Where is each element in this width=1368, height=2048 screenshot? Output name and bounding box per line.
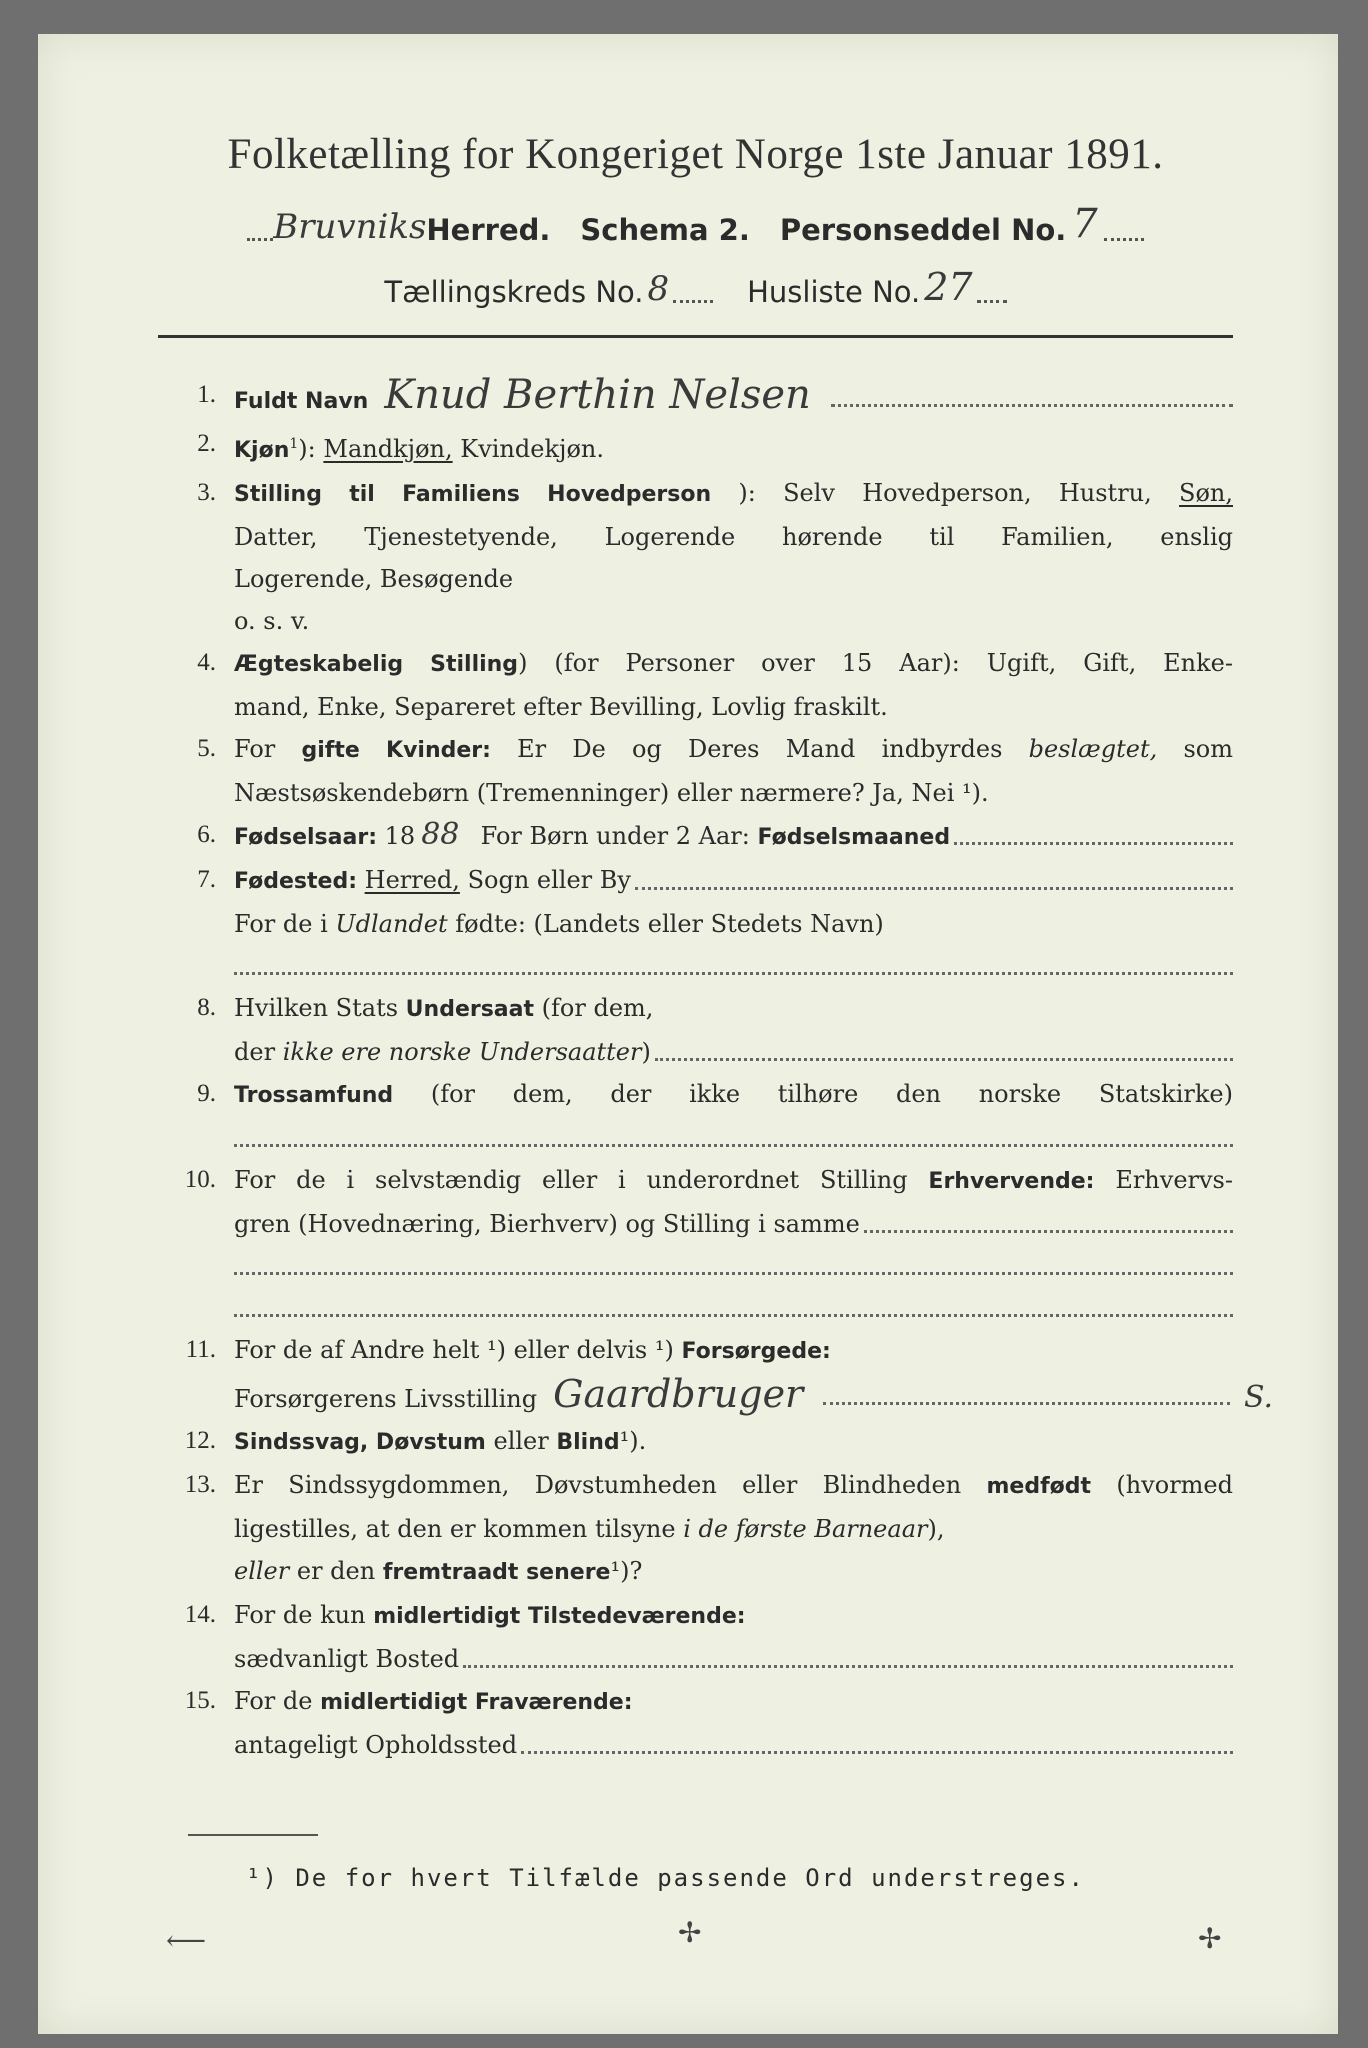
item-number: 15. <box>184 1687 216 1714</box>
dotted-fill <box>954 842 1233 845</box>
birth-year-label: Fødselsaar: <box>234 825 377 850</box>
corner-mark: ⟵ <box>166 1924 207 1957</box>
occupation-prefix: For de i selvstændig eller i underordnet Stilling <box>234 1166 908 1194</box>
personseddel-label: Personseddel No. <box>779 213 1067 247</box>
congenital-childhood: i de første Barneaar <box>683 1515 928 1543</box>
form-content <box>158 130 1273 1766</box>
husliste-label: Husliste No. <box>747 275 921 309</box>
gender-option-female: Kvindekjøn. <box>460 435 604 463</box>
family-position-etc: o. s. v. <box>234 607 310 635</box>
full-name-label: Fuldt Navn <box>234 389 369 414</box>
dotted-answer-line <box>234 1245 1233 1275</box>
item-married-women <box>158 728 1233 814</box>
item-number: 14. <box>184 1601 216 1628</box>
herred-label: Herred. <box>426 213 551 247</box>
dotted-fill <box>635 887 1233 890</box>
footnote-rule <box>188 1834 318 1836</box>
probable-residence-label: antageligt Opholdssted <box>234 1731 518 1759</box>
dotted-fill <box>521 1751 1233 1754</box>
marital-status-options: ) (for Personer over 15 Aar): Ugift, Gift, Enke- <box>518 649 1233 677</box>
congenital-question: Er Sindssygdommen, Døvstumheden eller Blindheden <box>234 1471 962 1499</box>
item-birth-year <box>158 814 1233 859</box>
item-number: 9. <box>197 1080 216 1107</box>
congenital-eller: eller <box>234 1557 290 1585</box>
congenital-er-den: er den <box>296 1557 376 1585</box>
family-position-options: ): Selv Hovedperson, Hustru, <box>738 479 1152 507</box>
married-women-som: som <box>1183 735 1233 763</box>
item-number: 3. <box>197 479 216 506</box>
item-birthplace <box>158 859 1233 945</box>
occupation-erhvervs: Erhvervs- <box>1115 1166 1233 1194</box>
temporary-present-label: midlertidigt Tilstedeværende: <box>373 1604 746 1629</box>
item-number: 2. <box>197 430 216 457</box>
supporter-occupation-label: Forsørgerens Livsstilling <box>234 1385 538 1413</box>
census-form-sheet <box>38 34 1338 2034</box>
marital-status-options-2: mand, Enke, Separeret efter Bevilling, Lovlig fraskilt. <box>234 693 888 721</box>
supported-label: Forsørgede: <box>681 1339 831 1364</box>
item-number: 11. <box>185 1336 216 1363</box>
kreds-number: 8 <box>647 269 670 309</box>
disability-end: ¹). <box>619 1427 647 1455</box>
kreds-husliste-line <box>158 265 1233 309</box>
item-number: 12. <box>184 1427 216 1454</box>
congenital-close: ), <box>927 1515 945 1543</box>
header-rule <box>158 335 1233 338</box>
item-number: 4. <box>197 649 216 676</box>
birth-month-note: For Børn under 2 Aar: <box>480 822 750 850</box>
congenital-hvormed: (hvormed <box>1116 1471 1233 1499</box>
item-number: 7. <box>197 866 216 893</box>
birth-year-value: 88 <box>421 817 460 852</box>
dotted-fill <box>977 300 1007 303</box>
husliste-number: 27 <box>924 265 973 309</box>
occupation-label: Erhvervende: <box>928 1169 1095 1194</box>
family-position-options-2: Datter, Tjenestetyende, Logerende hørende til Familien, enslig <box>234 523 1233 551</box>
schema-label: Schema 2. <box>580 213 750 247</box>
birthplace-label: Fødested: <box>234 869 357 894</box>
temporary-absent-prefix: For de <box>234 1687 313 1715</box>
birthplace-options: Sogn eller By <box>467 866 631 894</box>
religion-note: (for dem, der ikke tilhøre den norske Statskirke) <box>430 1080 1233 1108</box>
occupation-note: gren (Hovednæring, Bierhverv) og Stilling i samme <box>234 1210 860 1238</box>
gender-colon: ): <box>298 435 316 463</box>
item-supported <box>158 1329 1273 1420</box>
family-position-options-3: Logerende, Besøgende <box>234 565 514 593</box>
usual-residence-label: sædvanligt Bosted <box>234 1645 460 1673</box>
abroad-note: fødte: (Landets eller Stedets Navn) <box>455 910 884 938</box>
birth-year-prefix: 18 <box>384 822 416 850</box>
congenital-end: ¹)? <box>610 1557 643 1585</box>
citizenship-for: (for dem, <box>541 994 654 1022</box>
abroad-word: Udlandet <box>335 910 448 938</box>
dotted-fill <box>673 300 713 303</box>
footnote: ¹) De for hvert Tilfælde passende Ord understreges. <box>246 1864 1085 1892</box>
married-women-question-2: Næstsøskendebørn (Tremenninger) eller nærmere? Ja, Nei ¹). <box>234 779 989 807</box>
item-temporary-absent <box>158 1680 1233 1766</box>
item-number: 5. <box>197 735 216 762</box>
birth-month-label: Fødselsmaaned <box>757 825 951 850</box>
dotted-fill <box>864 1230 1233 1233</box>
citizenship-der: der <box>234 1038 276 1066</box>
item-congenital <box>158 1464 1233 1594</box>
dotted-fill <box>831 404 1233 407</box>
item-number: 13. <box>184 1471 216 1498</box>
religion-label: Trossamfund <box>234 1083 394 1108</box>
supporter-mark: S. <box>1243 1380 1273 1415</box>
center-mark: ✢ <box>678 1916 702 1949</box>
dotted-fill <box>823 1402 1230 1405</box>
herred-name: Bruvniks <box>273 207 427 247</box>
married-women-related: beslægtet, <box>1028 735 1158 763</box>
dotted-fill <box>247 238 273 241</box>
item-citizenship <box>158 987 1233 1073</box>
personseddel-number: 7 <box>1072 201 1098 247</box>
herred-schema-line <box>158 201 1233 247</box>
citizenship-label: Undersaat <box>405 997 535 1022</box>
item-full-name <box>158 374 1233 423</box>
citizenship-note: ikke ere norske Undersaatter <box>282 1038 642 1066</box>
dotted-fill <box>463 1665 1233 1668</box>
married-women-question: Er De og Deres Mand indbyrdes <box>517 735 1003 763</box>
footnote-marker: 1 <box>289 436 299 452</box>
married-women-for: For <box>234 735 276 763</box>
item-number: 6. <box>197 821 216 848</box>
family-position-selected: Søn, <box>1179 479 1233 507</box>
gender-option-male: Mandkjøn, <box>323 435 453 463</box>
item-number: 1. <box>197 381 216 408</box>
disability-label: Sindssvag, Døvstum <box>234 1430 486 1455</box>
item-family-position <box>158 472 1233 642</box>
blind-label: Blind <box>556 1430 620 1455</box>
married-women-label: gifte Kvinder: <box>301 738 491 763</box>
citizenship-close: ) <box>641 1038 651 1066</box>
later-onset-label: fremtraadt senere <box>382 1560 611 1585</box>
item-occupation <box>158 1159 1233 1245</box>
supporter-occupation-value: Gaardbruger <box>553 1372 804 1416</box>
temporary-absent-label: midlertidigt Fraværende: <box>320 1690 633 1715</box>
dotted-fill <box>655 1058 1233 1061</box>
dotted-answer-line <box>234 945 1233 975</box>
dotted-fill <box>1104 238 1144 241</box>
item-number: 10. <box>184 1166 216 1193</box>
kreds-label: Tællingskreds No. <box>384 275 644 309</box>
abroad-prefix: For de i <box>234 910 328 938</box>
gender-label: Kjøn <box>234 438 290 463</box>
item-number: 8. <box>197 994 216 1021</box>
form-title: Folketælling for Kongeriget Norge 1ste Januar 1891. <box>227 131 1164 178</box>
item-marital-status <box>158 642 1233 728</box>
congenital-note: ligestilles, at den er kommen tilsyne <box>234 1515 676 1543</box>
congenital-label: medfødt <box>986 1474 1092 1499</box>
citizenship-prefix: Hvilken Stats <box>234 994 399 1022</box>
item-gender <box>158 423 1233 472</box>
temporary-present-prefix: For de kun <box>234 1601 366 1629</box>
marital-status-label: Ægteskabelig Stilling <box>234 652 519 677</box>
birthplace-selected: Herred, <box>364 866 460 894</box>
family-position-label: Stilling til Familiens Hovedperson <box>234 482 712 507</box>
supported-prefix: For de af Andre helt ¹) eller delvis ¹) <box>234 1336 674 1364</box>
dotted-answer-line <box>234 1287 1233 1317</box>
disability-eller: eller <box>493 1427 549 1455</box>
item-temporary-present <box>158 1594 1233 1680</box>
full-name-value: Knud Berthin Nelsen <box>384 372 811 418</box>
item-religion <box>158 1073 1233 1117</box>
corner-mark: ✢ <box>1198 1922 1222 1955</box>
item-disability <box>158 1420 1233 1464</box>
dotted-answer-line <box>234 1117 1233 1147</box>
